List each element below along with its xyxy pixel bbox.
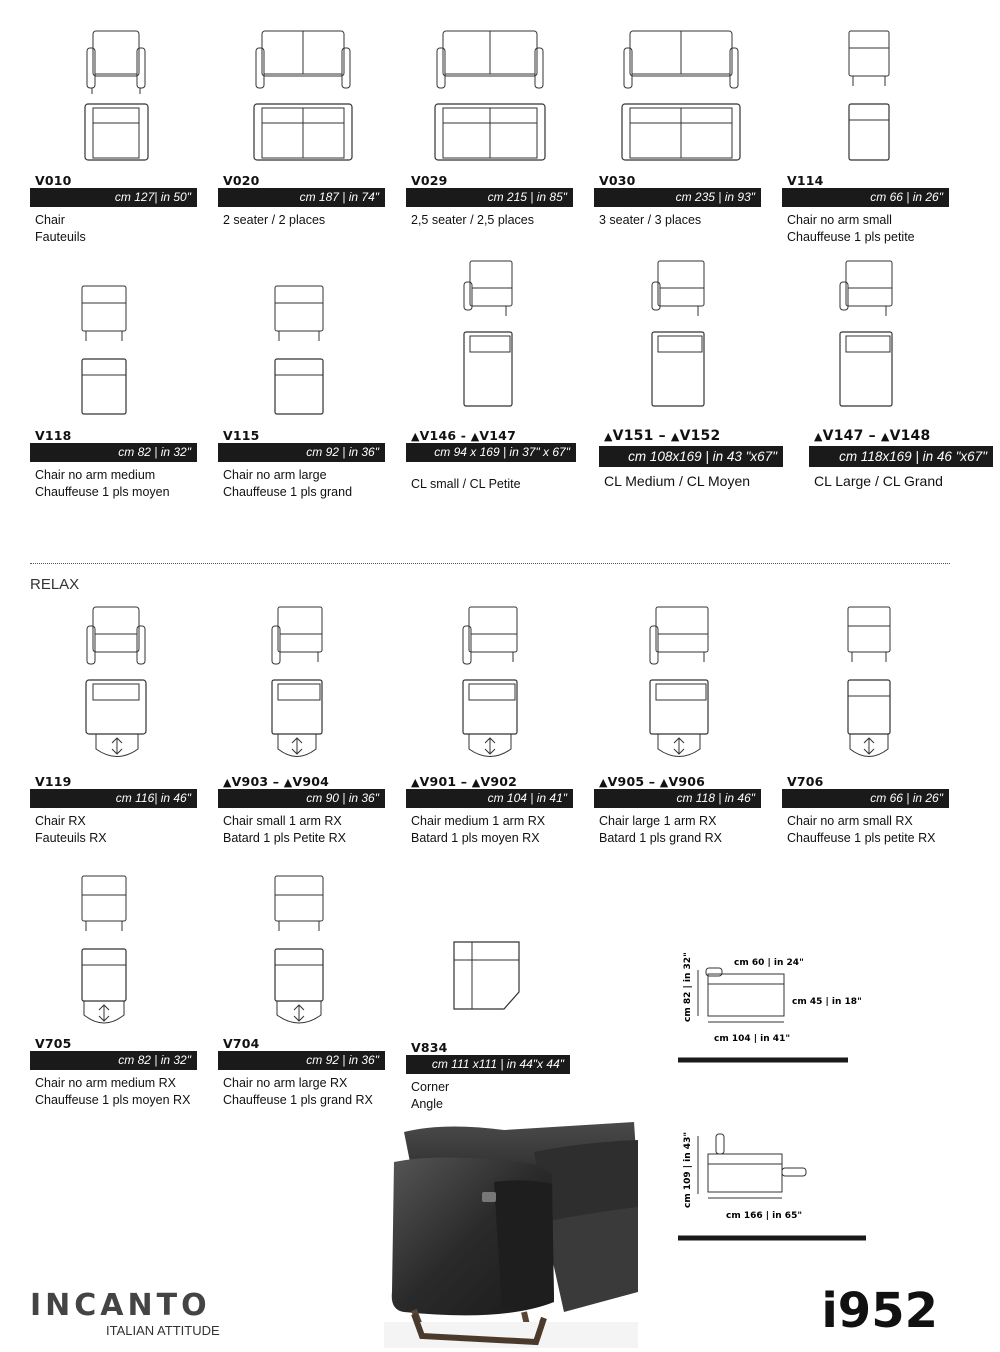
triangle-icon: ▲ [659,776,669,789]
dimension-bar: cm 90 | in 36" [218,789,385,808]
section-title-relax: RELAX [30,576,80,593]
svg-text:cm 60 | in 24": cm 60 | in 24" [734,958,804,968]
item-code: V118 [35,428,72,443]
item-description: Chair no arm large Chauffeuse 1 pls grand [223,468,353,499]
triangle-icon: ▲ [223,776,232,789]
chair-rx-icon [84,604,150,764]
triangle-icon: ▲ [411,430,420,443]
svg-text:cm 104 | in 41": cm 104 | in 41" [714,1034,791,1044]
item-description: Chair RX Fauteuils RX [35,814,107,845]
item-description: 2 seater / 2 places [223,213,326,227]
item-description: CL Large / CL Grand [814,473,943,489]
side-profile-diagram [678,950,878,1065]
item-code: V705 [35,1036,72,1051]
item-code: V704 [223,1036,260,1051]
item-code: ▲V151 – ▲V152 [604,428,721,444]
triangle-icon: ▲ [880,430,890,443]
triangle-icon: ▲ [283,776,293,789]
item-code: V029 [411,173,448,188]
dimension-bar: cm 108x169 | in 43 "x67" [599,446,783,467]
chaise-longue-small-icon [462,258,514,408]
dimension-bar: cm 66 | in 26" [782,789,949,808]
dimension-bar: cm 111 x111 | in 44"x 44" [406,1055,570,1074]
svg-text:cm 109 | in 43": cm 109 | in 43" [683,1131,693,1208]
triangle-icon: ▲ [411,776,420,789]
item-code: V020 [223,173,260,188]
item-description: Chair medium 1 arm RX Batard 1 pls moyen RX [411,814,546,845]
chair-no-arm-medium-icon [80,283,128,415]
dimension-bar: cm 118x169 | in 46 "x67" [809,446,993,467]
item-description: Chair no arm medium RX Chauffeuse 1 pls moyen RX [35,1076,191,1107]
triangle-icon: ▲ [604,430,613,443]
chair-medium-one-arm-rx-icon [461,604,521,764]
item-description: Corner Angle [411,1080,450,1111]
chair-no-arm-medium-rx-icon [80,873,128,1033]
dimension-bar: cm 82 | in 32" [30,1051,197,1070]
brand-logo: INCANTO [30,1288,211,1323]
dimension-bar: cm 215 | in 85" [406,188,573,207]
item-code: ▲V146 - ▲V147 [411,428,516,443]
triangle-icon: ▲ [470,430,480,443]
chair-front-icon [84,28,150,168]
dimension-bar: cm 235 | in 93" [594,188,761,207]
item-code: ▲V903 – ▲V904 [223,774,330,789]
dimension-bar: cm 92 | in 36" [218,1051,385,1070]
item-description: CL small / CL Petite [411,477,521,491]
item-description: Chair large 1 arm RX Batard 1 pls grand RX [599,814,722,845]
dimension-bar: cm 92 | in 36" [218,443,385,462]
svg-text:cm 166 | in 65": cm 166 | in 65" [726,1211,803,1221]
reclined-profile-diagram [678,1130,878,1245]
dimension-bar: cm 104 | in 41" [406,789,573,808]
chair-large-one-arm-rx-icon [648,604,710,764]
chair-no-arm-large-icon [273,283,325,415]
brand-tagline: ITALIAN ATTITUDE [106,1323,220,1338]
triangle-icon: ▲ [471,776,481,789]
chair-no-arm-large-rx-icon [273,873,325,1033]
item-description: Chair no arm small Chauffeuse 1 pls petite [787,213,915,244]
item-description: Chair no arm large RX Chauffeuse 1 pls grand RX [223,1076,373,1107]
dimension-bar: cm 82 | in 32" [30,443,197,462]
section-divider [30,563,950,564]
item-code: ▲V147 – ▲V148 [814,428,931,444]
two-half-seater-icon [434,28,546,168]
item-code: V010 [35,173,72,188]
item-code: V114 [787,173,824,188]
item-description: Chair no arm small RX Chauffeuse 1 pls petite RX [787,814,936,845]
item-description: CL Medium / CL Moyen [604,473,751,489]
item-code: V119 [35,774,72,789]
item-description: Chair small 1 arm RX Batard 1 pls Petite RX [223,814,346,845]
triangle-icon: ▲ [814,430,823,443]
item-description: 2,5 seater / 2,5 places [411,213,534,227]
item-code: V115 [223,428,260,443]
dimension-bar: cm 118 | in 46" [594,789,761,808]
dimension-bar: cm 187 | in 74" [218,188,385,207]
item-code: ▲V905 – ▲V906 [599,774,706,789]
item-code: V834 [411,1040,448,1055]
item-code: ▲V901 – ▲V902 [411,774,518,789]
sofa-photo [384,1122,638,1348]
chair-small-one-arm-rx-icon [270,604,326,764]
chair-no-arm-small-rx-icon [846,604,892,764]
dimension-bar: cm 94 x 169 | in 37" x 67" [406,443,576,462]
two-seater-icon [253,28,353,168]
item-code: V706 [787,774,824,789]
chair-no-arm-small-icon [847,28,891,168]
svg-text:cm 82 | in 32": cm 82 | in 32" [683,952,693,1022]
svg-text:cm 45 | in 18": cm 45 | in 18" [792,997,862,1007]
item-description: Chair no arm medium Chauffeuse 1 pls moyen [35,468,170,499]
item-description: Chair Fauteuils [35,213,86,244]
item-code: V030 [599,173,636,188]
corner-icon [452,940,522,1012]
triangle-icon: ▲ [599,776,608,789]
chaise-longue-medium-icon [650,258,706,408]
dimension-bar: cm 116| in 46" [30,789,197,808]
chaise-longue-large-icon [838,258,894,408]
model-number: i952 [821,1283,938,1339]
item-description: 3 seater / 3 places [599,213,702,227]
triangle-icon: ▲ [670,430,680,443]
three-seater-icon [621,28,741,168]
dimension-bar: cm 66 | in 26" [782,188,949,207]
dimension-bar: cm 127| in 50" [30,188,197,207]
